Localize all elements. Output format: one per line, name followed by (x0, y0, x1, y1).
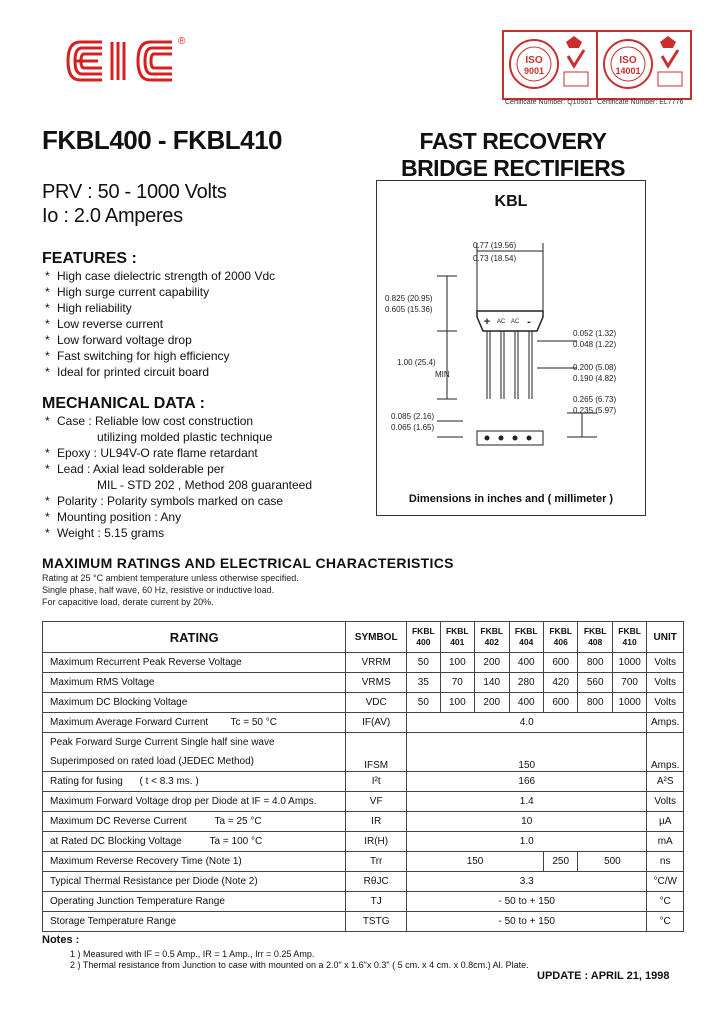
feature-item: * Low reverse current (45, 317, 164, 331)
cert-note-9001: Certificate Number: Q10561 (505, 99, 593, 106)
condition-line: For capacitive load, derate current by 20%. (42, 597, 214, 607)
eic-logo (62, 30, 192, 92)
dim-thickness-min: 0.235 (5.97) (573, 406, 617, 415)
table-header-row (43, 622, 684, 653)
mechanical-item: * Mounting position : Any (45, 510, 182, 524)
note-item: 1 ) Measured with IF = 0.5 Amp., IR = 1 Amp., Irr = 0.25 Amp. (70, 949, 315, 959)
mechanical-item: * Weight : 5.15 grams (45, 526, 165, 540)
dim-thickness-max: 0.265 (6.73) (573, 395, 617, 404)
mechanical-heading: MECHANICAL DATA : (42, 395, 205, 412)
cert-number: 9001 (523, 66, 545, 76)
table-row: Maximum Reverse Recovery Time (Note 1) Trr 150 250 500 ns (43, 852, 684, 872)
dim-lead-length-note: MIN (435, 370, 450, 379)
col-part: FKBL 401 (440, 622, 474, 653)
dim-height-min: 0.605 (15.36) (385, 305, 433, 314)
pin-plus: + (483, 316, 491, 328)
registered-mark: ® (178, 36, 186, 47)
cert-standard: ISO (525, 55, 543, 66)
feature-item: * High case dielectric strength of 2000 Vdc (45, 269, 276, 283)
table-row: Maximum DC Blocking Voltage VDC 50 100 200 400 600 800 1000 Volts (43, 693, 684, 713)
table-row: Peak Forward Surge Current Single half sine wave Superimposed on rated load (JEDEC Method) IFSM 150 Amps. (43, 733, 684, 772)
cert-standard: ISO (619, 55, 637, 66)
pin-ac-1: AC (496, 319, 506, 325)
dim-lead-max: 0.052 (1.32) (573, 329, 617, 338)
table-row: Maximum Forward Voltage drop per Diode at IF = 4.0 Amps. VF 1.4 Volts (43, 792, 684, 812)
iso-14001-badge (596, 30, 692, 100)
col-part: FKBL 410 (612, 622, 646, 653)
condition-line: Rating at 25 °C ambient temperature unless otherwise specified. (42, 573, 299, 583)
dim-lead-length: 1.00 (25.4) (397, 358, 436, 367)
dim-lead-min: 0.048 (1.22) (573, 340, 617, 349)
dim-height-max: 0.825 (20.95) (385, 294, 433, 303)
col-part: FKBL 404 (509, 622, 543, 653)
features-list (42, 268, 275, 380)
table-row: Operating Junction Temperature Range TJ - 50 to + 150 °C (43, 892, 684, 912)
dim-width-max: 0.77 (19.56) (473, 241, 517, 250)
table-row: Maximum RMS Voltage VRMS 35 70 140 280 420 560 700 Volts (43, 673, 684, 693)
category-line-2: BRIDGE RECTIFIERS (400, 155, 626, 181)
table-row: Storage Temperature Range TSTG - 50 to + 150 °C (43, 912, 684, 932)
mechanical-item: * Epoxy : UL94V-O rate flame retardant (45, 446, 258, 460)
cert-number: 14001 (615, 66, 641, 76)
package-name: KBL (494, 193, 528, 210)
iso-9001-badge (502, 30, 598, 100)
feature-item: * High surge current capability (45, 285, 210, 299)
feature-item: * Fast switching for high efficiency (45, 349, 230, 363)
dim-standoff-min: 0.065 (1.65) (391, 423, 435, 432)
update-date: UPDATE : APRIL 21, 1998 (537, 970, 670, 982)
note-item: 2 ) Thermal resistance from Junction to case with mounted on a 2.0" x 1.6"x 0.3" ( 5 cm. x 4 cm. x 0.8cm.) Al. Plate. (70, 960, 529, 970)
col-part: FKBL 400 (407, 622, 440, 653)
feature-item: * High reliability (45, 301, 132, 315)
table-row: Maximum Recurrent Peak Reverse Voltage VRRM 50 100 200 400 600 800 1000 Volts (43, 653, 684, 673)
condition-line: Single phase, half wave, 60 Hz, resistive or inductive load. (42, 585, 275, 595)
prv-spec: PRV : 50 - 1000 Volts (42, 181, 227, 203)
package-diagram (376, 180, 646, 516)
col-part: FKBL 402 (475, 622, 509, 653)
category-line-1: FAST RECOVERY (419, 128, 607, 154)
mechanical-item: * Polarity : Polarity symbols marked on case (45, 494, 284, 508)
io-spec: Io : 2.0 Amperes (42, 205, 183, 227)
table-row: Rating for fusing ( t < 8.3 ms. ) I²t 166 A²S (43, 772, 684, 792)
dim-pitch-max: 0.200 (5.08) (573, 363, 617, 372)
pin-minus: - (527, 316, 531, 328)
ratings-table (42, 621, 684, 932)
feature-item: * Low forward voltage drop (45, 333, 192, 347)
mechanical-list (42, 413, 312, 541)
table-row: at Rated DC Blocking Voltage Ta = 100 °C IR(H) 1.0 mA (43, 832, 684, 852)
notes-heading: Notes : (42, 934, 80, 946)
cert-note-14001: Certificate Number: EL7776 (597, 99, 684, 106)
mechanical-item: * Case : Reliable low cost construction utilizing molded plastic technique (45, 414, 273, 444)
col-symbol: SYMBOL (346, 622, 407, 653)
table-row: Maximum DC Reverse Current Ta = 25 °C IR 10 µA (43, 812, 684, 832)
feature-item: * Ideal for printed circuit board (45, 365, 210, 379)
table-row: Typical Thermal Resistance per Diode (Note 2) RθJC 3.3 °C/W (43, 872, 684, 892)
table-row: Maximum Average Forward Current Tc = 50 °C IF(AV) 4.0 Amps. (43, 713, 684, 733)
col-rating: RATING (43, 622, 346, 653)
ratings-heading: MAXIMUM RATINGS AND ELECTRICAL CHARACTERISTICS (42, 555, 454, 571)
col-part: FKBL 408 (578, 622, 612, 653)
pin-ac-2: AC (510, 319, 520, 325)
features-heading: FEATURES : (42, 250, 137, 267)
dim-standoff-max: 0.085 (2.16) (391, 412, 435, 421)
col-unit: UNIT (647, 622, 684, 653)
package-caption: Dimensions in inches and ( millimeter ) (408, 493, 614, 505)
col-part: FKBL 406 (543, 622, 577, 653)
page-title: FKBL400 - FKBL410 (42, 125, 282, 155)
dim-width-min: 0.73 (18.54) (473, 254, 517, 263)
product-category (378, 128, 648, 182)
dim-pitch-min: 0.190 (4.82) (573, 374, 617, 383)
mechanical-item: * Lead : Axial lead solderable per MIL - STD 202 , Method 208 guaranteed (45, 462, 313, 492)
